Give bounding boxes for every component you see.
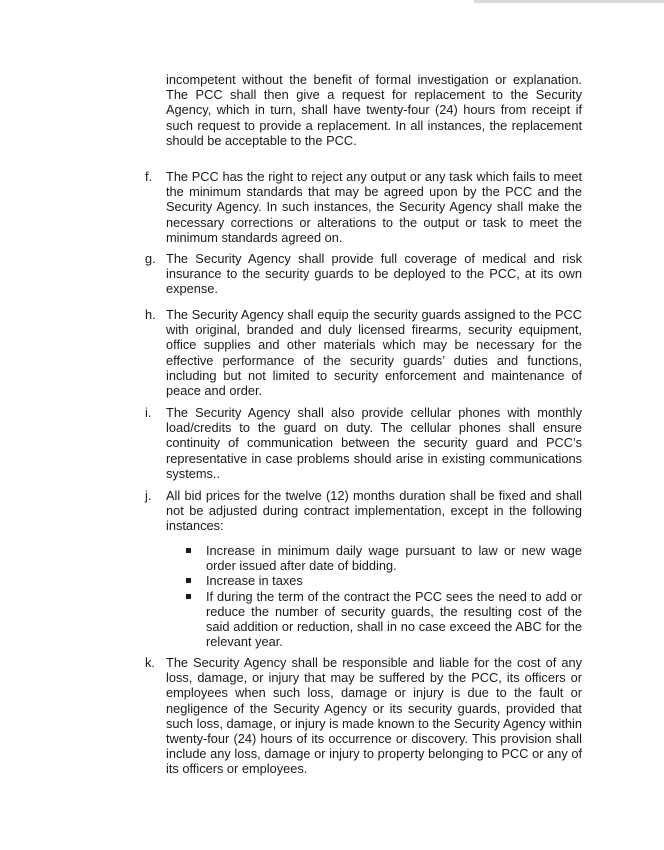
clause-i	[145, 405, 582, 481]
bullet-square-icon	[186, 594, 191, 599]
list-item	[186, 573, 582, 588]
clause-k	[145, 655, 582, 777]
bullet-text: If during the term of the contract the PCC sees the need to add or reduce the number of security guards, the resulting cost of the said addition or reduction, shall in no case exceed the ABC for the relevant year.	[206, 588, 582, 650]
clause-h	[145, 307, 582, 398]
clause-letter: j.	[145, 488, 152, 503]
clause-letter: f.	[145, 169, 153, 184]
clause-letter: g.	[145, 251, 156, 266]
clause-text: The Security Agency shall provide full coverage of medical and risk insurance to the security guards to be deployed to the PCC, at its own expense.	[166, 251, 582, 297]
clause-text: The Security Agency shall be responsible and liable for the cost of any loss, damage, or injury that may be suffered by the PCC, its officers or employees when such loss, damage or injury is due to the fault or negligence of the Security Agency or its security guards, provided that such loss, damage, or injury is made known to the Security Agency within twenty-four (24) hours of its occurrence or discovery. This provision shall include any loss, damage or injury to property belonging to PCC or any of its officers or employees.	[166, 655, 582, 777]
bullet-text: Increase in minimum daily wage pursuant to law or new wage order issued after date of bidding.	[206, 543, 582, 574]
clause-j-bullet-list	[186, 543, 582, 649]
lead-paragraph: incompetent without the benefit of formal investigation or explanation. The PCC shall then give a request for replacement to the Security Agency, which in turn, shall have twenty-four (24) hours from receipt if such request to provide a replacement. In all instances, the replacement should be acceptable to the PCC.	[166, 72, 582, 148]
clause-letter: k.	[145, 655, 155, 670]
clause-text: The PCC has the right to reject any output or any task which fails to meet the minimum standards that may be agreed upon by the PCC and the Security Agency. In such instances, the Security Agency shall make the necessary corrections or alterations to the output or task to meet the minimum standards agreed on.	[166, 169, 582, 245]
bullet-square-icon	[186, 578, 191, 583]
list-item	[186, 589, 582, 650]
bullet-text: Increase in taxes	[206, 573, 303, 589]
clause-text: All bid prices for the twelve (12) months duration shall be fixed and shall not be adjusted during contract implementation, except in the following instances:	[166, 488, 582, 534]
clause-letter: i.	[145, 405, 152, 420]
clause-g	[145, 251, 582, 297]
bullet-square-icon	[186, 548, 191, 553]
clause-j	[145, 488, 582, 534]
clause-letter: h.	[145, 307, 156, 322]
list-item	[186, 543, 582, 573]
clause-text: The Security Agency shall also provide cellular phones with monthly load/credits to the guard on duty. The cellular phones shall ensure continuity of communication between the security guard and PCC’s representative in case problems should arise in existing communications systems..	[166, 405, 582, 481]
clause-text: The Security Agency shall equip the security guards assigned to the PCC with original, branded and duly licensed firearms, security equipment, office supplies and other materials which may be necessary for the effective performance of the security guards’ duties and functions, including but not limited to security enforcement and maintenance of peace and order.	[166, 307, 582, 399]
scan-edge-mark	[474, 0, 664, 3]
clause-f	[145, 169, 582, 245]
